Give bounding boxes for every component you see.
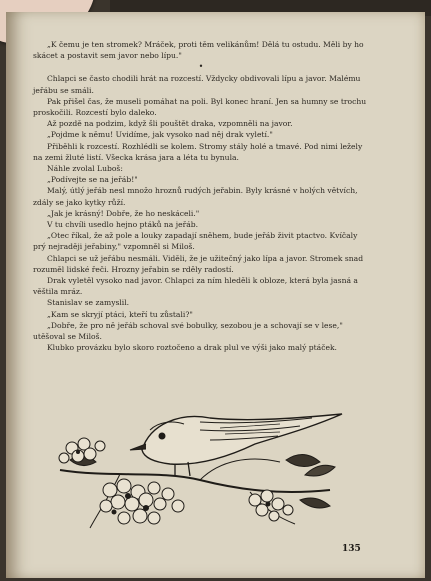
page-number: 135: [342, 544, 361, 554]
paragraph: Klubko provázku bylo skoro roztočeno a drak plul ve výši jako malý ptáček.: [47, 343, 337, 353]
paragraph: Chlapci se už jeřábu nesmáli. Viděli, že je užitečný jako lípa a javor. Stromek snad rozuměl lidské řeči. Hrozny jeřabin se rděly radostí.: [33, 253, 364, 274]
paragraph: „Dobře, že pro ně jeřáb schoval své bobulky, sezobou je a schovají se v lese," utěšoval se Miloš.: [33, 320, 343, 342]
book-page: [6, 12, 425, 578]
section-separator: •: [198, 62, 204, 72]
paragraph: „Otec říkal, že až pole a louky zapadají sněhem, bude jeřáb živit ptactvo. Kvíčaly prý nejraději jeřabiny," vzpomněl si Miloš.: [33, 231, 358, 252]
paragraph: Chlapci se často chodili hrát na rozcestí. Vždycky obdivovali lípu a javor. Malému jeřábu se smáli.: [33, 74, 361, 95]
paragraph: Až pozdě na podzim, když šli pouštět draka, vzpomněli na javor.: [47, 119, 293, 129]
paragraph: „Pojdme k němu! Uvidíme, jak vysoko nad něj drak vyletí.": [47, 130, 273, 140]
bird-on-rowan-illustration: [50, 400, 350, 540]
paragraph: Malý, útlý jeřáb nesl množo hroznů rudých jeřabin. Byly krásné v holých větvích, zdály se jako kytky růží.: [33, 186, 358, 207]
paragraph: V tu chvíli usedlo hejno ptáků na jeřáb.: [47, 220, 199, 230]
paragraph: Přiběhli k rozcestí. Rozhlédli se kolem. Stromy stály holé a tmavé. Pod nimi ležely na zemi žluté listí. Všecka krása jara a léta tu bynula.: [33, 141, 363, 162]
paragraph: „Kam se skryjí ptáci, kteří tu zůstali?": [47, 309, 193, 319]
paragraph: Drak vyletěl vysoko nad javor. Chlapci za ním hleděli k obloze, která byla jasná a věštila mráz.: [33, 276, 358, 297]
body-text: [33, 39, 369, 353]
paragraph: Pak přišel čas, že museli pomáhat na poli. Byl konec hraní. Jen sa humny se trochu proskočili. Rozcestí bylo daleko.: [33, 96, 367, 118]
paragraph: „K čemu je ten stromek? Mráček, proti těm velikánům! Dělá tu ostudu. Měli by ho skácet a postavit sem javor nebo lípu.": [33, 40, 364, 61]
paragraph: Stanislav se zamyslil.: [47, 298, 130, 308]
paragraph: „Podívejte se na jeřáb!": [47, 175, 138, 185]
paragraph: Náhle zvolal Luboš:: [47, 164, 123, 174]
paragraph: „Jak je krásný! Dobře, že ho neskáceli.": [47, 208, 200, 218]
